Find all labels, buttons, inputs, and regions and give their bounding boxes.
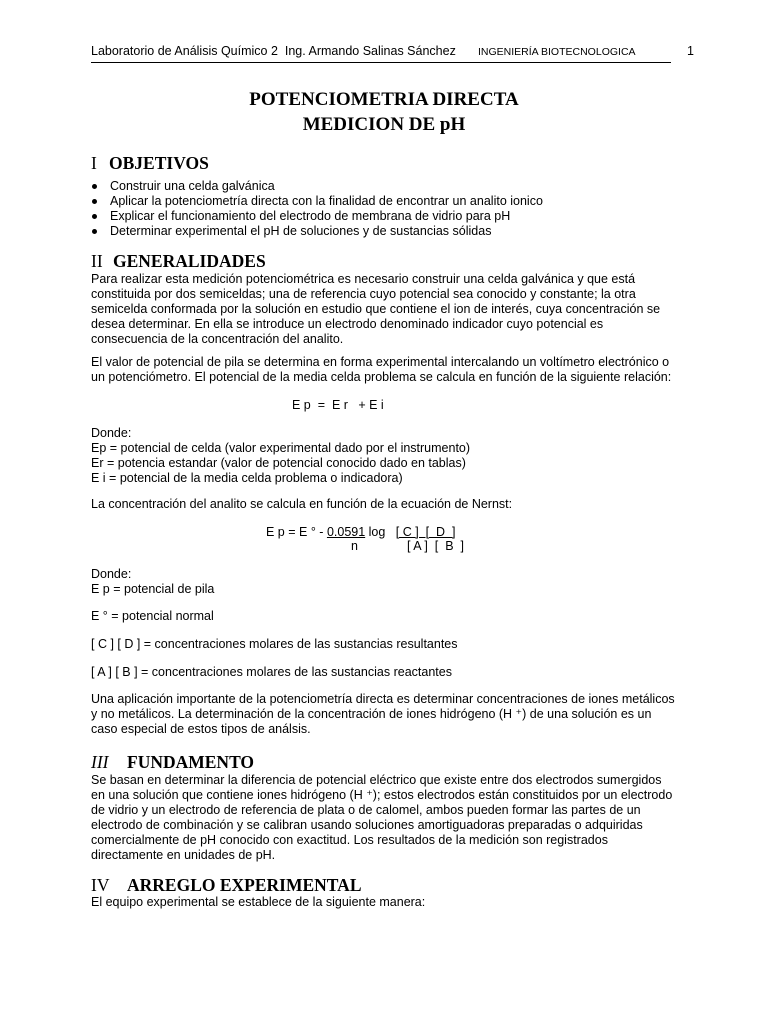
definition-e0: E ° = potencial normal bbox=[91, 609, 214, 623]
nernst-intro: La concentración del analito se calcula en función de la ecuación de Nernst: bbox=[91, 497, 513, 511]
section-heading-arreglo bbox=[91, 875, 362, 896]
nernst-log: log bbox=[365, 525, 389, 539]
text-line: un potenciómetro. El potencial de la media celda problema se calcula en función de la siguiente relación: bbox=[91, 370, 672, 384]
list-item-text: Explicar el funcionamiento del electrodo de membrana de vidrio para pH bbox=[110, 209, 511, 223]
section-heading-fundamento bbox=[91, 752, 254, 773]
text-line: directamente en unidades de pH. bbox=[91, 848, 276, 862]
page-number: 1 bbox=[687, 44, 694, 58]
text-line: semicelda conformada por la solución en estudio que contiene el ion de interés, cuya concentración se bbox=[91, 302, 661, 316]
document-title-line1: POTENCIOMETRIA DIRECTA bbox=[249, 89, 519, 110]
definition-ab: [ A ] [ B ] = concentraciones molares de las sustancias reactantes bbox=[91, 665, 452, 679]
definition-cd: [ C ] [ D ] = concentraciones molares de las sustancias resultantes bbox=[91, 637, 458, 651]
list-item bbox=[91, 179, 543, 194]
text-line: caso especial de estos tipos de análsis. bbox=[91, 722, 311, 736]
header-course: Laboratorio de Análisis Químico 2 bbox=[91, 44, 278, 58]
definitions-block-1 bbox=[91, 426, 695, 486]
section-heading-objetivos bbox=[91, 153, 209, 174]
section-number: II bbox=[91, 251, 103, 271]
text-line: constituida por dos semiceldas; una de referencia cuyo potencial sea conocido y constante; la otra bbox=[91, 287, 636, 301]
definition-line: Er = potencia estandar (valor de potencial conocido dado en tablas) bbox=[91, 456, 466, 470]
bullet-icon bbox=[92, 229, 97, 234]
list-item-text: Determinar experimental el pH de soluciones y de sustancias sólidas bbox=[110, 224, 492, 238]
bullet-icon bbox=[92, 199, 97, 204]
list-item bbox=[91, 209, 543, 224]
text-line: desea determinar. En ella se introduce un electrodo denominado indicador cuyo potencial es bbox=[91, 317, 604, 331]
text-line: comercialmente de pH conocido con exactitud. Los resultados de la medición son registrados bbox=[91, 833, 608, 847]
list-item-text: Construir una celda galvánica bbox=[110, 179, 275, 193]
definitions-block-2 bbox=[91, 567, 695, 597]
header-department: INGENIERÍA BIOTECNOLOGICA bbox=[478, 46, 636, 58]
nernst-denominator: [ A ] [ B ] bbox=[407, 539, 464, 553]
generalidades-paragraph-1 bbox=[91, 272, 695, 347]
text-line: Una aplicación importante de la potenciometría directa es determinar concentraciones de iones metálicos bbox=[91, 692, 675, 706]
text-line: en una solución que contiene iones hidrógeno (H ⁺); estos electrodos están constituidos por un electrodo bbox=[91, 788, 673, 802]
text-line: Se basan en determinar la diferencia de potencial eléctrico que existe entre dos electrodos sumergidos bbox=[91, 773, 662, 787]
section-number: III bbox=[91, 752, 109, 772]
arreglo-paragraph: El equipo experimental se establece de la siguiente manera: bbox=[91, 895, 426, 909]
section-heading-generalidades bbox=[91, 251, 266, 272]
header-course-author bbox=[91, 44, 456, 58]
generalidades-paragraph-3 bbox=[91, 692, 695, 737]
list-item bbox=[91, 224, 543, 239]
generalidades-paragraph-2 bbox=[91, 355, 695, 385]
nernst-coefficient: 0.0591 bbox=[326, 525, 366, 539]
list-item-text: Aplicar la potenciometría directa con la finalidad de encontrar un analito ionico bbox=[110, 194, 543, 208]
list-item bbox=[91, 194, 543, 209]
section-number: I bbox=[91, 153, 97, 173]
section-title: OBJETIVOS bbox=[109, 153, 209, 173]
definition-line: Ep = potencial de celda (valor experimental dado por el instrumento) bbox=[91, 441, 471, 455]
bullet-icon bbox=[92, 214, 97, 219]
section-title: FUNDAMENTO bbox=[127, 752, 255, 772]
nernst-equation-top bbox=[266, 525, 456, 539]
text-line: El valor de potencial de pila se determina en forma experimental intercalando un voltímetro electrónico o bbox=[91, 355, 670, 369]
definition-line: E p = potencial de pila bbox=[91, 582, 215, 596]
text-line: consecuencia de la concentración del analito. bbox=[91, 332, 344, 346]
header-author: Ing. Armando Salinas Sánchez bbox=[284, 44, 456, 58]
donde-label: Donde: bbox=[91, 567, 132, 581]
text-line: de vidrio y un electrodo de referencia de plata o de calomel, ambos pueden formar las partes de un bbox=[91, 803, 641, 817]
section-title: GENERALIDADES bbox=[113, 251, 266, 271]
section-number: IV bbox=[91, 875, 110, 895]
donde-label: Donde: bbox=[91, 426, 132, 440]
fundamento-paragraph bbox=[91, 773, 695, 863]
nernst-n: n bbox=[351, 539, 358, 553]
definition-line: E i = potencial de la media celda problema o indicadora) bbox=[91, 471, 403, 485]
nernst-numerator: [ C ] [ D ] bbox=[395, 525, 456, 539]
objectives-list bbox=[91, 179, 543, 239]
text-line: electrodo de combinación y se calibran usando soluciones amortiguadoras preparadas o adquiridas bbox=[91, 818, 643, 832]
equation-cell-potential: E p = E r + E i bbox=[292, 398, 384, 412]
document-title-line2: MEDICION DE pH bbox=[302, 114, 466, 135]
nernst-lhs: E p = E ° - bbox=[266, 525, 327, 539]
bullet-icon bbox=[92, 184, 97, 189]
page-header bbox=[91, 40, 671, 63]
section-title: ARREGLO EXPERIMENTAL bbox=[127, 875, 362, 895]
text-line: y no metálicos. La determinación de la concentración de iones hidrógeno (H ⁺) de una solución es un bbox=[91, 707, 652, 721]
text-line: Para realizar esta medición potenciométrica es necesario construir una celda galvánica y que está bbox=[91, 272, 636, 286]
